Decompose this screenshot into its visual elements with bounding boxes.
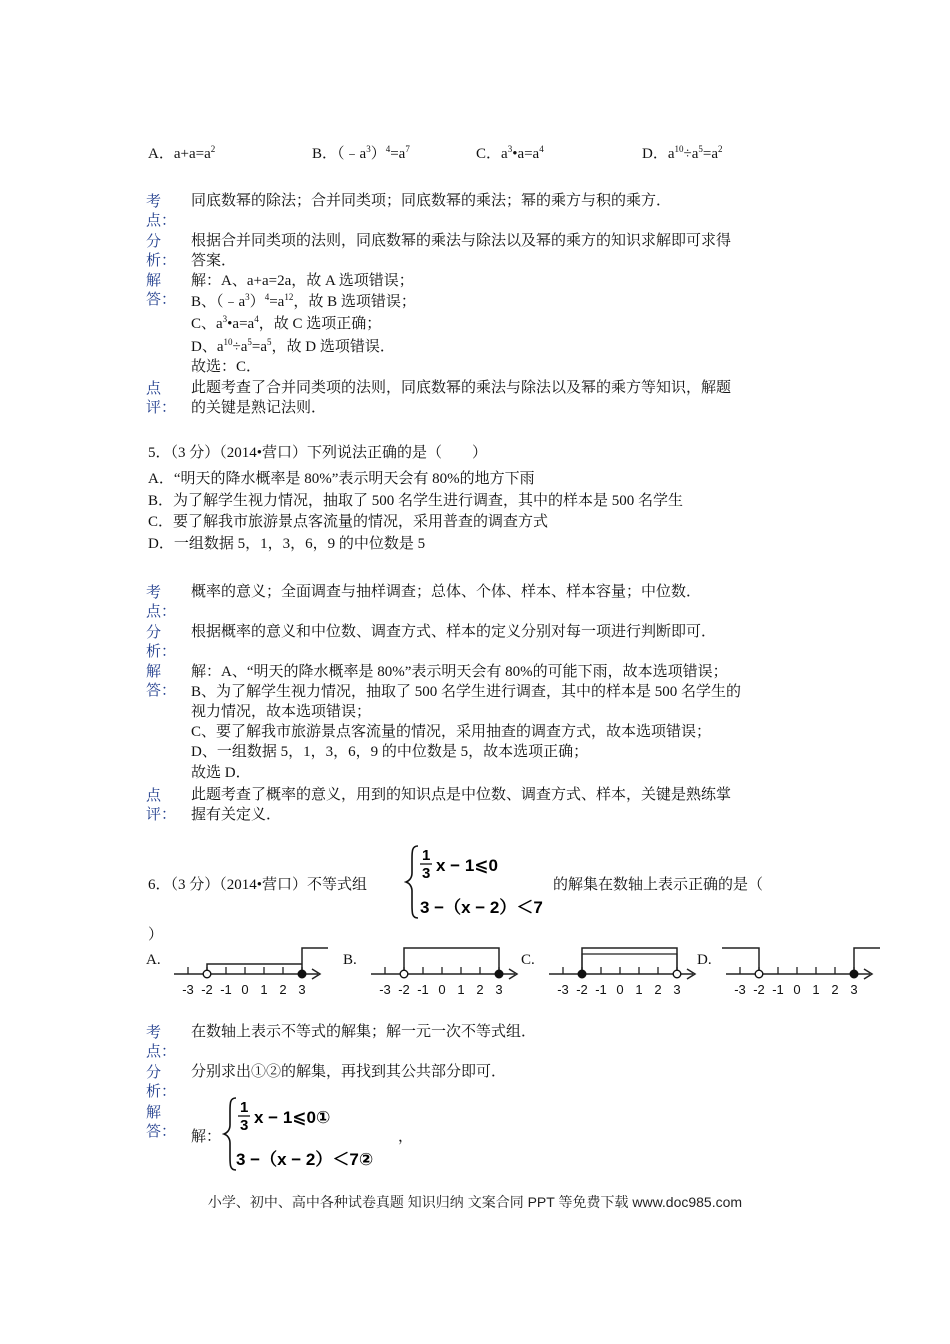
ineq1-denominator: 3 xyxy=(422,865,431,882)
q6-number-line-a xyxy=(170,940,330,1000)
q4-option-b: B．$(﹣a^3)^4=a^7$ xyxy=(312,144,410,162)
q4-tag-ping: 评： xyxy=(146,400,177,416)
tick-label-2: -1 xyxy=(417,982,429,997)
q5-tag-kao: 考 xyxy=(146,585,162,601)
q5-tag-fen: 分 xyxy=(146,625,162,641)
q6-stem-close: ） xyxy=(148,927,164,943)
tick-label-5: 2 xyxy=(831,982,839,997)
q6-jieda-inequality-system xyxy=(222,1095,412,1173)
left-endpoint xyxy=(755,970,763,978)
q4-tag-fen: 分 xyxy=(146,234,162,250)
q6-option-b-label: B. xyxy=(343,952,357,968)
left-endpoint xyxy=(578,970,586,978)
q5-option-b: B．为了解学生视力情况，抽取了 500 名学生进行调查，其中的样本是 500 名学生 xyxy=(148,493,684,509)
q5-option-a: A．“明天的降水概率是 80%”表示明天会有 80%的地方下雨 xyxy=(148,471,535,487)
q4-tag-jie: 解 xyxy=(146,273,162,289)
solution-bracket xyxy=(207,964,302,974)
q5-option-c: C．要了解我市旅游景点客流量的情况，采用普查的调查方式 xyxy=(148,514,549,530)
q5-tag-dian: 点： xyxy=(146,604,177,620)
q5-jieda-line4: C、要了解我市旅游景点客流量的情况，采用抽查的调查方式，故本选项错误； xyxy=(191,724,712,740)
q6-fenxi: 分别求出①②的解集，再找到其公共部分即可． xyxy=(191,1064,507,1080)
q5-tag-jie: 解 xyxy=(146,664,162,680)
ineq1-rest: x − 1⩽0① xyxy=(254,1108,331,1127)
q6-option-c-label: C. xyxy=(521,952,535,968)
tick-label-3: 0 xyxy=(616,982,624,997)
tick-label-4: 1 xyxy=(260,982,268,997)
q4-fenxi-line2: 答案． xyxy=(191,253,237,269)
q5-dianping-line2: 握有关定义． xyxy=(191,807,282,823)
tick-label-5: 2 xyxy=(476,982,484,997)
tick-label-2: -1 xyxy=(220,982,232,997)
tick-label-3: 0 xyxy=(241,982,249,997)
q5-tag-da: 答： xyxy=(146,683,177,699)
q4-dianping-line1: 此题考查了合并同类项的法则，同底数幂的乘法与除法以及幂的乘方等知识，解题 xyxy=(191,380,732,396)
tick-label-6: 3 xyxy=(673,982,681,997)
q4-kaodian: 同底数幂的除法；合并同类项；同底数幂的乘法；幂的乘方与积的乘方． xyxy=(191,193,672,209)
q5-tag-dian2: 点 xyxy=(146,788,162,804)
q6-kaodian: 在数轴上表示不等式的解集；解一元一次不等式组． xyxy=(191,1024,537,1040)
ineq1-numerator: 1 xyxy=(422,847,431,864)
q6-stem-post: 的解集在数轴上表示正确的是（ xyxy=(553,877,764,893)
q6-stem-pre: 6．（3 分）（2014•营口）不等式组 xyxy=(148,877,368,893)
tick-label-6: 3 xyxy=(495,982,503,997)
q4-jieda-line2: B、$(﹣a^3)^4=a^{12}$，故 B 选项错误； xyxy=(191,292,416,310)
q5-jieda-line2: B、为了解学生视力情况，抽取了 500 名学生进行调查，其中的样本是 500 名学生的 xyxy=(191,684,742,700)
q6-tag-fen: 分 xyxy=(146,1065,162,1081)
brace xyxy=(224,1098,236,1170)
q5-jieda-line3: 视力情况，故本选项错误； xyxy=(191,704,372,720)
tick-label-0: -3 xyxy=(379,982,391,997)
tick-label-6: 3 xyxy=(850,982,858,997)
tick-label-0: -3 xyxy=(557,982,569,997)
q6-number-line-c xyxy=(545,940,705,1000)
q4-tag-xi: 析： xyxy=(146,253,177,269)
right-endpoint xyxy=(673,970,681,978)
q4-tag-dian2: 点 xyxy=(146,381,162,397)
tick-label-5: 2 xyxy=(279,982,287,997)
q5-jieda-line1: 解：A、“明天的降水概率是 80%”表示明天会有 80%的可能下雨，故本选项错误； xyxy=(191,664,728,680)
q4-jieda-line3: C、$a^3•a=a^4$，故 C 选项正确； xyxy=(191,314,382,332)
solution-bracket xyxy=(582,948,677,974)
q4-dianping-line2: 的关键是熟记法则． xyxy=(191,400,327,416)
q5-kaodian: 概率的意义；全面调查与抽样调查；总体、个体、样本、样本容量；中位数． xyxy=(191,584,702,600)
q4-tag-da: 答： xyxy=(146,292,177,308)
footer-text: 小学、初中、高中各种试卷真题 知识归纳 文案合同 PPT 等免费下载 www.doc985.com xyxy=(207,1194,743,1210)
q6-tag-jie: 解 xyxy=(146,1105,162,1121)
tick-label-4: 1 xyxy=(635,982,643,997)
q5-option-d: D．一组数据 5，1，3，6，9 的中位数是 5 xyxy=(148,536,426,552)
tick-label-6: 3 xyxy=(298,982,306,997)
q5-tag-xi: 析： xyxy=(146,644,177,660)
q5-fenxi: 根据概率的意义和中位数、调查方式、样本的定义分别对每一项进行判断即可． xyxy=(191,624,717,640)
q5-dianping-line1: 此题考查了概率的意义，用到的知识点是中位数、调查方式、样本，关键是熟练掌 xyxy=(191,787,732,803)
q4-tag-dian: 点： xyxy=(146,213,177,229)
q4-option-a: A．$a+a=a^2$ xyxy=(148,144,216,162)
q5-tag-ping: 评： xyxy=(146,807,177,823)
right-endpoint xyxy=(298,970,306,978)
tick-label-1: -2 xyxy=(753,982,765,997)
q6-number-line-b xyxy=(367,940,527,1000)
q6-tag-xi: 析： xyxy=(146,1084,177,1100)
q5-jieda-line6: 故选 D． xyxy=(191,765,251,781)
q4-option-d: D．$a^{10}\div a^5=a^2$ xyxy=(642,144,723,162)
tick-label-0: -3 xyxy=(182,982,194,997)
q6-number-line-d xyxy=(722,940,882,1000)
tick-label-4: 1 xyxy=(457,982,465,997)
ineq1-numerator: 1 xyxy=(240,1099,249,1116)
right-endpoint xyxy=(850,970,858,978)
solution-bracket xyxy=(404,948,499,974)
tick-label-2: -1 xyxy=(595,982,607,997)
q4-jieda-line5: 故选：C． xyxy=(191,359,262,375)
tick-label-3: 0 xyxy=(793,982,801,997)
q4-jieda-line4: D、$a^{10}\div a^5=a^5$，故 D 选项错误． xyxy=(191,337,395,355)
tick-label-1: -2 xyxy=(576,982,588,997)
q6-tag-da: 答： xyxy=(146,1124,177,1140)
q5-stem: 5．（3 分）（2014•营口）下列说法正确的是（ ） xyxy=(148,445,488,461)
q5-jieda-line5: D、一组数据 5，1，3，6，9 的中位数是 5，故本选项正确； xyxy=(191,744,589,760)
q6-tag-dian: 点： xyxy=(146,1044,177,1060)
right-endpoint xyxy=(495,970,503,978)
ineq2: 3 −（x − 2）＜7 xyxy=(420,898,543,917)
tick-label-3: 0 xyxy=(438,982,446,997)
tick-label-5: 2 xyxy=(654,982,662,997)
ineq1-denominator: 3 xyxy=(240,1117,249,1134)
q6-tag-kao: 考 xyxy=(146,1025,162,1041)
ineq1-rest: x − 1⩽0 xyxy=(436,856,498,875)
left-endpoint xyxy=(203,970,211,978)
tick-label-1: -2 xyxy=(201,982,213,997)
tick-label-4: 1 xyxy=(812,982,820,997)
solution-bracket-inner xyxy=(582,954,677,974)
tick-label-1: -2 xyxy=(398,982,410,997)
q4-option-c: C．$a^3•a=a^4$ xyxy=(476,144,544,162)
q4-tag-kao: 考 xyxy=(146,194,162,210)
q6-jieda-pre: 解： xyxy=(191,1129,222,1145)
brace xyxy=(406,846,418,918)
tick-label-0: -3 xyxy=(734,982,746,997)
q6-option-d-label: D. xyxy=(697,952,712,968)
left-endpoint xyxy=(400,970,408,978)
q6-option-a-label: A. xyxy=(146,952,161,968)
tick-label-2: -1 xyxy=(772,982,784,997)
q4-fenxi-line1: 根据合并同类项的法则，同底数幂的乘法与除法以及幂的乘方的知识求解即可求得 xyxy=(191,233,732,249)
q4-jieda-line1: 解：A、a+a=2a，故 A 选项错误； xyxy=(191,273,414,289)
ineq2: 3 −（x − 2）＜7② xyxy=(236,1150,374,1169)
q6-jieda-comma: ， xyxy=(398,1129,414,1145)
q6-inequality-system xyxy=(404,843,554,921)
